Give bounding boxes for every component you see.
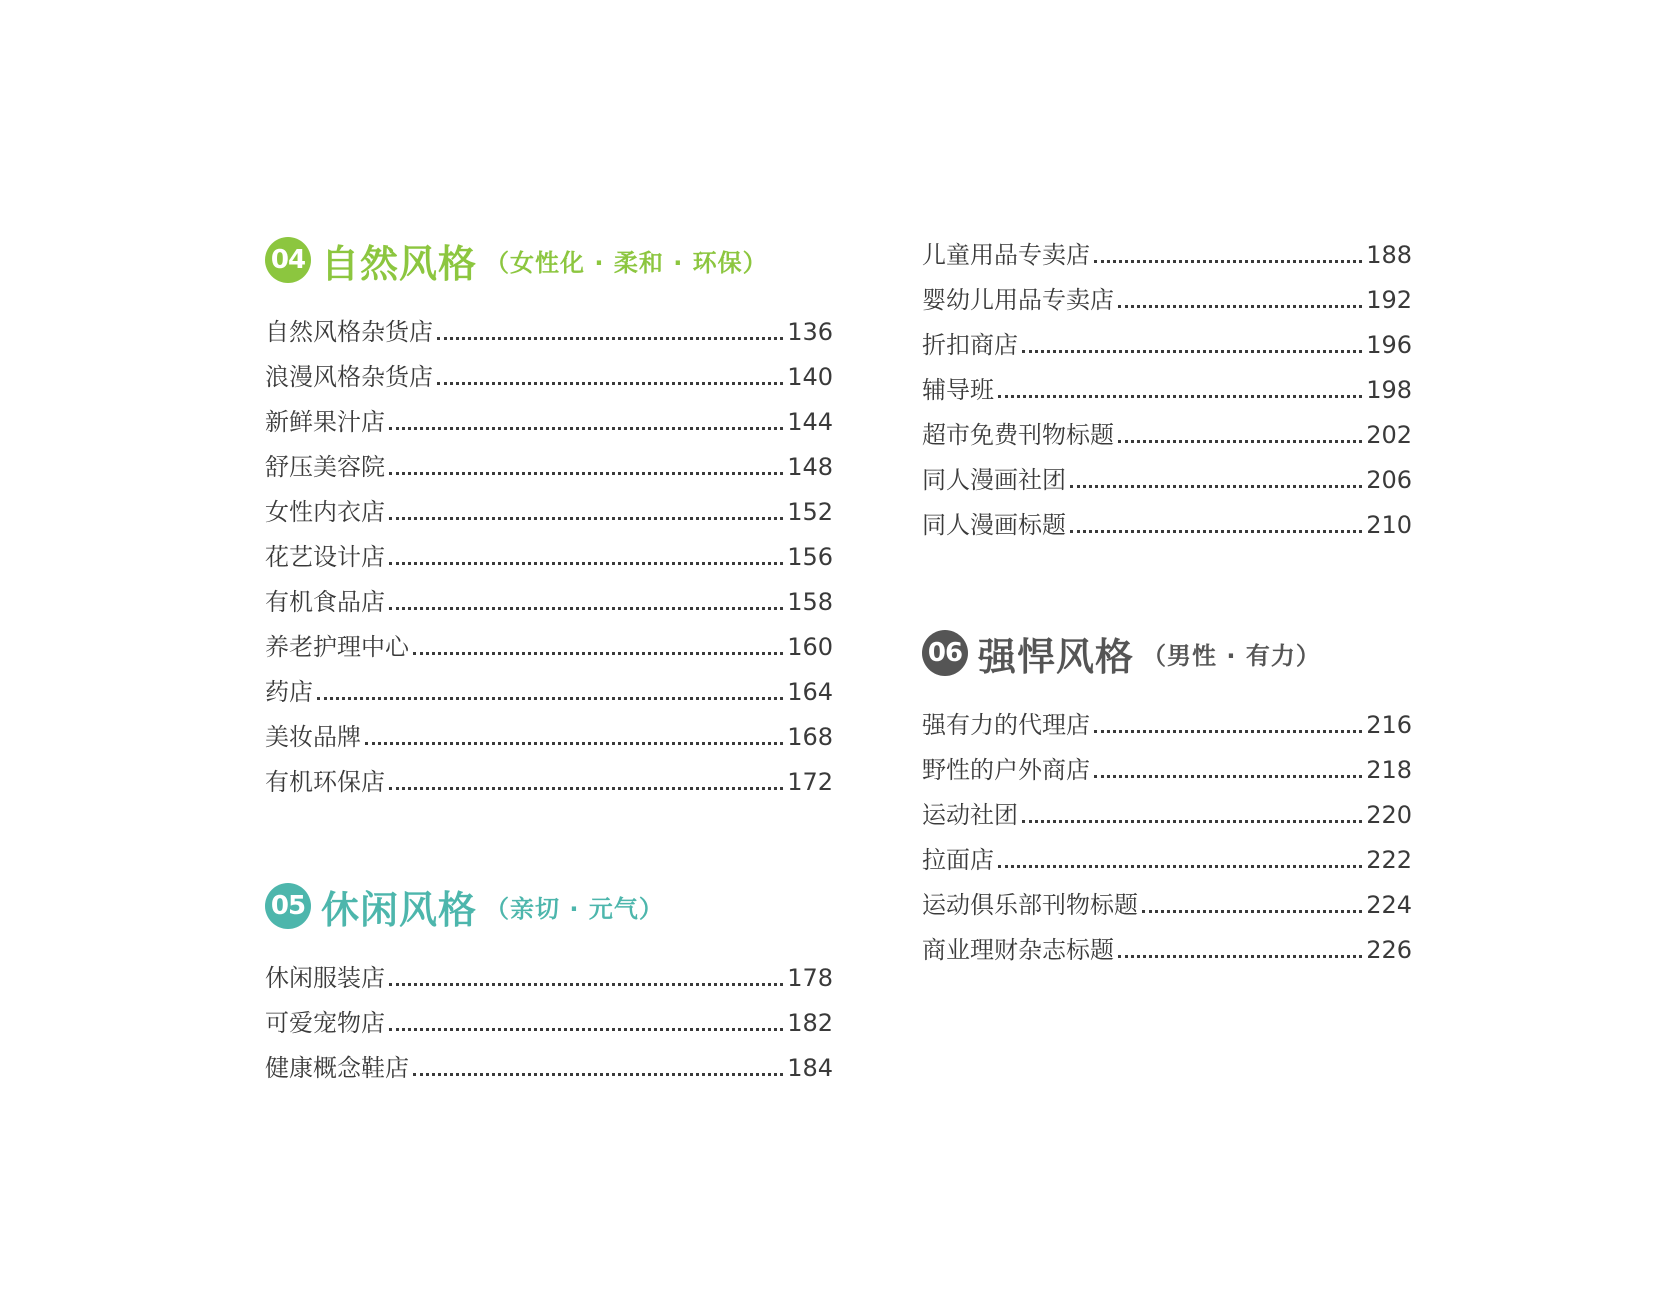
section-05-continued <box>922 225 1412 540</box>
toc-entry[interactable] <box>265 527 833 572</box>
dot-leader <box>389 607 783 610</box>
toc-entry-page: 148 <box>787 453 833 481</box>
section-title: 休闲风格 <box>321 887 478 932</box>
toc-entry-page: 188 <box>1366 241 1412 269</box>
toc-entry-title: 自然风格杂货店 <box>265 318 433 346</box>
dot-leader <box>389 472 783 475</box>
toc-entry[interactable] <box>922 270 1412 315</box>
dot-leader <box>1118 440 1362 443</box>
dot-leader <box>998 865 1362 868</box>
section-number-badge: 04 <box>265 237 311 283</box>
toc-entry-page: 136 <box>787 318 833 346</box>
toc-entry[interactable] <box>265 302 833 347</box>
toc-entry[interactable] <box>265 662 833 707</box>
toc-entry-page: 144 <box>787 408 833 436</box>
toc-entry[interactable] <box>265 707 833 752</box>
toc-entry-title: 强有力的代理店 <box>922 711 1090 739</box>
toc-entry-title: 同人漫画社团 <box>922 466 1066 494</box>
toc-entry-page: 218 <box>1366 756 1412 784</box>
toc-entry-page: 210 <box>1366 511 1412 539</box>
toc-list <box>265 948 833 1083</box>
toc-entry-page: 206 <box>1366 466 1412 494</box>
section-05 <box>265 878 833 1083</box>
toc-entry-title: 可爱宠物店 <box>265 1009 385 1037</box>
toc-entry[interactable] <box>265 482 833 527</box>
toc-entry[interactable] <box>922 830 1412 875</box>
toc-entry-title: 野性的户外商店 <box>922 756 1090 784</box>
toc-entry-title: 同人漫画标题 <box>922 511 1066 539</box>
toc-entry[interactable] <box>922 495 1412 540</box>
toc-entry-page: 178 <box>787 964 833 992</box>
dot-leader <box>1070 485 1362 488</box>
toc-entry-title: 折扣商店 <box>922 331 1018 359</box>
dot-leader <box>1118 955 1362 958</box>
section-04 <box>265 232 833 797</box>
toc-entry-title: 商业理财杂志标题 <box>922 936 1114 964</box>
toc-entry-title: 运动俱乐部刊物标题 <box>922 891 1138 919</box>
toc-entry-page: 140 <box>787 363 833 391</box>
toc-entry-title: 浪漫风格杂货店 <box>265 363 433 391</box>
section-subtitle: （亲切 · 元气） <box>485 894 664 923</box>
toc-entry-page: 172 <box>787 768 833 796</box>
section-title: 自然风格 <box>321 241 478 286</box>
toc-entry-page: 158 <box>787 588 833 616</box>
toc-entry[interactable] <box>265 1038 833 1083</box>
toc-entry-title: 美妆品牌 <box>265 723 361 751</box>
toc-entry-title: 儿童用品专卖店 <box>922 241 1090 269</box>
toc-entry-page: 184 <box>787 1054 833 1082</box>
toc-entry-page: 156 <box>787 543 833 571</box>
toc-entry-title: 新鲜果汁店 <box>265 408 385 436</box>
toc-entry[interactable] <box>922 920 1412 965</box>
toc-entry-title: 拉面店 <box>922 846 994 874</box>
toc-entry-title: 健康概念鞋店 <box>265 1054 409 1082</box>
toc-entry-title: 舒压美容院 <box>265 453 385 481</box>
section-title: 强悍风格 <box>978 634 1135 679</box>
dot-leader <box>389 427 783 430</box>
toc-list <box>922 225 1412 540</box>
toc-list <box>922 695 1412 965</box>
toc-entry-title: 有机环保店 <box>265 768 385 796</box>
toc-entry-title: 女性内衣店 <box>265 498 385 526</box>
section-number-badge: 05 <box>265 883 311 929</box>
section-number-badge: 06 <box>922 630 968 676</box>
toc-entry-title: 药店 <box>265 678 313 706</box>
toc-entry[interactable] <box>265 617 833 662</box>
toc-entry-page: 192 <box>1366 286 1412 314</box>
section-header-04 <box>265 232 833 288</box>
dot-leader <box>389 517 783 520</box>
section-header-05 <box>265 878 833 934</box>
dot-leader <box>413 1073 783 1076</box>
toc-entry-page: 182 <box>787 1009 833 1037</box>
dot-leader <box>389 983 783 986</box>
section-header-06 <box>922 625 1412 681</box>
toc-entry-title: 辅导班 <box>922 376 994 404</box>
toc-entry[interactable] <box>265 572 833 617</box>
toc-entry-page: 220 <box>1366 801 1412 829</box>
toc-entry[interactable] <box>265 948 833 993</box>
toc-entry-title: 花艺设计店 <box>265 543 385 571</box>
dot-leader <box>365 742 783 745</box>
toc-entry[interactable] <box>922 450 1412 495</box>
toc-entry[interactable] <box>922 695 1412 740</box>
toc-entry[interactable] <box>922 225 1412 270</box>
dot-leader <box>998 395 1362 398</box>
toc-entry[interactable] <box>922 785 1412 830</box>
section-subtitle: （女性化 · 柔和 · 环保） <box>485 248 768 277</box>
dot-leader <box>317 697 783 700</box>
toc-entry-title: 有机食品店 <box>265 588 385 616</box>
toc-entry-page: 222 <box>1366 846 1412 874</box>
toc-entry[interactable] <box>922 360 1412 405</box>
dot-leader <box>389 787 783 790</box>
toc-list <box>265 302 833 797</box>
toc-entry[interactable] <box>265 752 833 797</box>
toc-entry[interactable] <box>922 740 1412 785</box>
toc-entry[interactable] <box>265 392 833 437</box>
toc-entry[interactable] <box>265 437 833 482</box>
toc-entry[interactable] <box>922 315 1412 360</box>
section-subtitle: （男性 · 有力） <box>1142 641 1321 670</box>
toc-entry-title: 运动社团 <box>922 801 1018 829</box>
dot-leader <box>1022 350 1362 353</box>
dot-leader <box>1118 305 1362 308</box>
toc-entry-page: 168 <box>787 723 833 751</box>
toc-entry-title: 婴幼儿用品专卖店 <box>922 286 1114 314</box>
toc-entry-page: 202 <box>1366 421 1412 449</box>
toc-entry-title: 超市免费刊物标题 <box>922 421 1114 449</box>
dot-leader <box>1094 260 1362 263</box>
toc-entry[interactable] <box>922 875 1412 920</box>
dot-leader <box>413 652 783 655</box>
dot-leader <box>1022 820 1362 823</box>
toc-entry-page: 160 <box>787 633 833 661</box>
toc-entry-page: 152 <box>787 498 833 526</box>
toc-entry-page: 226 <box>1366 936 1412 964</box>
toc-entry[interactable] <box>922 405 1412 450</box>
dot-leader <box>389 562 783 565</box>
toc-entry[interactable] <box>265 347 833 392</box>
dot-leader <box>1070 530 1362 533</box>
toc-entry-page: 164 <box>787 678 833 706</box>
toc-entry-page: 196 <box>1366 331 1412 359</box>
dot-leader <box>1094 730 1362 733</box>
toc-entry-title: 休闲服装店 <box>265 964 385 992</box>
toc-entry[interactable] <box>265 993 833 1038</box>
dot-leader <box>1142 910 1362 913</box>
dot-leader <box>437 337 783 340</box>
toc-entry-page: 216 <box>1366 711 1412 739</box>
toc-entry-title: 养老护理中心 <box>265 633 409 661</box>
toc-entry-page: 224 <box>1366 891 1412 919</box>
dot-leader <box>437 382 783 385</box>
toc-entry-page: 198 <box>1366 376 1412 404</box>
dot-leader <box>1094 775 1362 778</box>
section-06 <box>922 625 1412 965</box>
dot-leader <box>389 1028 783 1031</box>
